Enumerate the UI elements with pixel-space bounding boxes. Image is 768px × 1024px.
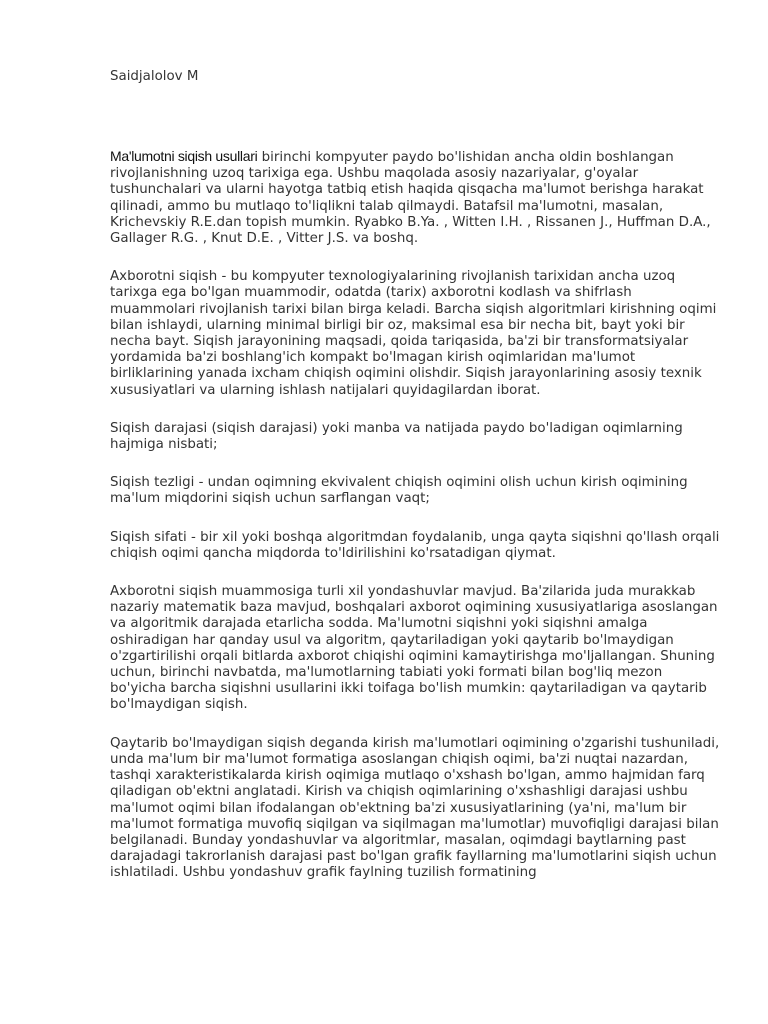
author-name: Saidjalolov M [110, 69, 199, 84]
document-body [110, 148, 720, 904]
paragraph-lossy-compression: Qaytarib bo'lmaydigan siqish deganda kirish ma'lumotlari oqimining o'zgarishi tushuniladi, unda ma'lum bir ma'lumot formatiga asoslangan chiqish oqimi, ba'zi nuqtai nazardan, tashqi xarakteristikalarda kirish oqimiga mutlaqo o'xshash bo'lgan, ammo hajmidan farq qiladigan ob'ektni anglatadi. Kirish va chiqish oqimlarining o'xshashligi darajasi ushbu ma'lumot oqimi bilan ifodalangan ob'ektning ba'zi xususiyatlarining (ya'ni, ma'lum bir ma'lumot formatiga muvofiq siqilgan va siqilmagan ma'lumotlar) muvofiqligi darajasi bilan belgilanadi. Bunday yondashuvlar va algoritmlar, masalan, oqimdagi baytlarning past darajadagi takrorlanish darajasi past bo'lgan grafik fayllarning ma'lumotlarini siqish uchun ishlatiladi. Ushbu yondashuv grafik faylning tuzilish formatining [110, 735, 720, 881]
paragraph-compression-history: Axborotni siqish - bu kompyuter texnologiyalarining rivojlanish tarixidan ancha uzoq tarixga ega bo'lgan muammodir, odatda (tarix) axborotni kodlash va shifrlash muammolari rivojlanish tarixi bilan birga keladi. Barcha siqish algoritmlari kirishning oqimi bilan ishlaydi, ularning minimal birligi bir oz, maksimal esa bir necha bit, bayt yoki bir necha bayt. Siqish jarayonining maqsadi, qoida tariqasida, ba'zi bir transformatsiyalar yordamida ba'zi boshlang'ich kompakt bo'lmagan kirish oqimlaridan ma'lumot birliklarining yanada ixcham chiqish oqimini olishdir. Siqish jarayonlarining asosiy texnik xususiyatlari va ularning ishlash natijalari quyidagilardan iborat. [110, 269, 717, 398]
paragraph-compression-approaches: Axborotni siqish muammosiga turli xil yondashuvlar mavjud. Ba'zilarida juda murakkab nazariy matematik baza mavjud, boshqalari axborot oqimining xususiyatlariga asoslangan va algoritmik darajada etarlicha sodda. Ma'lumotni siqishni yoki siqishni amalga oshiradigan har qanday usul va algoritm, qaytariladigan yoki qaytarib bo'lmaydigan o'zgartirilishi orqali bitlarda axborot chiqishi oqimini kamaytirishga mo'ljallangan. Shuning uchun, birinchi navbatda, ma'lumotlarning tabiati yoki formati bilan bog'liq mezon bo'yicha barcha siqishni usullarini ikki toifaga bo'lish mumkin: qaytariladigan va qaytarib bo'lmaydigan siqish. [110, 584, 718, 713]
intro-text: birinchi kompyuter paydo bo'lishidan ancha oldin boshlangan rivojlanishning uzoq tarixiga ega. Ushbu maqolada asosiy nazariyalar, g'oyalar tushunchalari va ularni hayotga tatbiq etish haqida qisqacha ma'lumot berishga harakat qilinadi, ammo bu mutlaqo to'liqlikni talab qilmaydi. Batafsil ma'lumotni, masalan, Krichevskiy R.E.dan topish mumkin. Ryabko B.Ya. , Witten I.H. , Rissanen J., Huffman D.A., Gallager R.G. , Knut D.E. , Vitter J.S. va boshq. [110, 150, 711, 247]
paragraph-compression-quality: Siqish sifati - bir xil yoki boshqa algoritmdan foydalanib, unga qayta siqishni qo'llash orqali chiqish oqimi qancha miqdorda to'ldirilishini ko'rsatadigan qiymat. [110, 529, 720, 561]
intro-paragraph [110, 148, 720, 247]
paragraph-compression-ratio: Siqish darajasi (siqish darajasi) yoki manba va natijada paydo bo'ladigan oqimlarning hajmiga nisbati; [110, 420, 683, 453]
paragraph-compression-speed: Siqish tezligi - undan oqimning ekvivalent chiqish oqimini olish uchun kirish oqimining ma'lum miqdorini siqish uchun sarflangan vaqt; [110, 475, 688, 507]
intro-term: Ma'lumotni siqish usullari [110, 148, 258, 164]
